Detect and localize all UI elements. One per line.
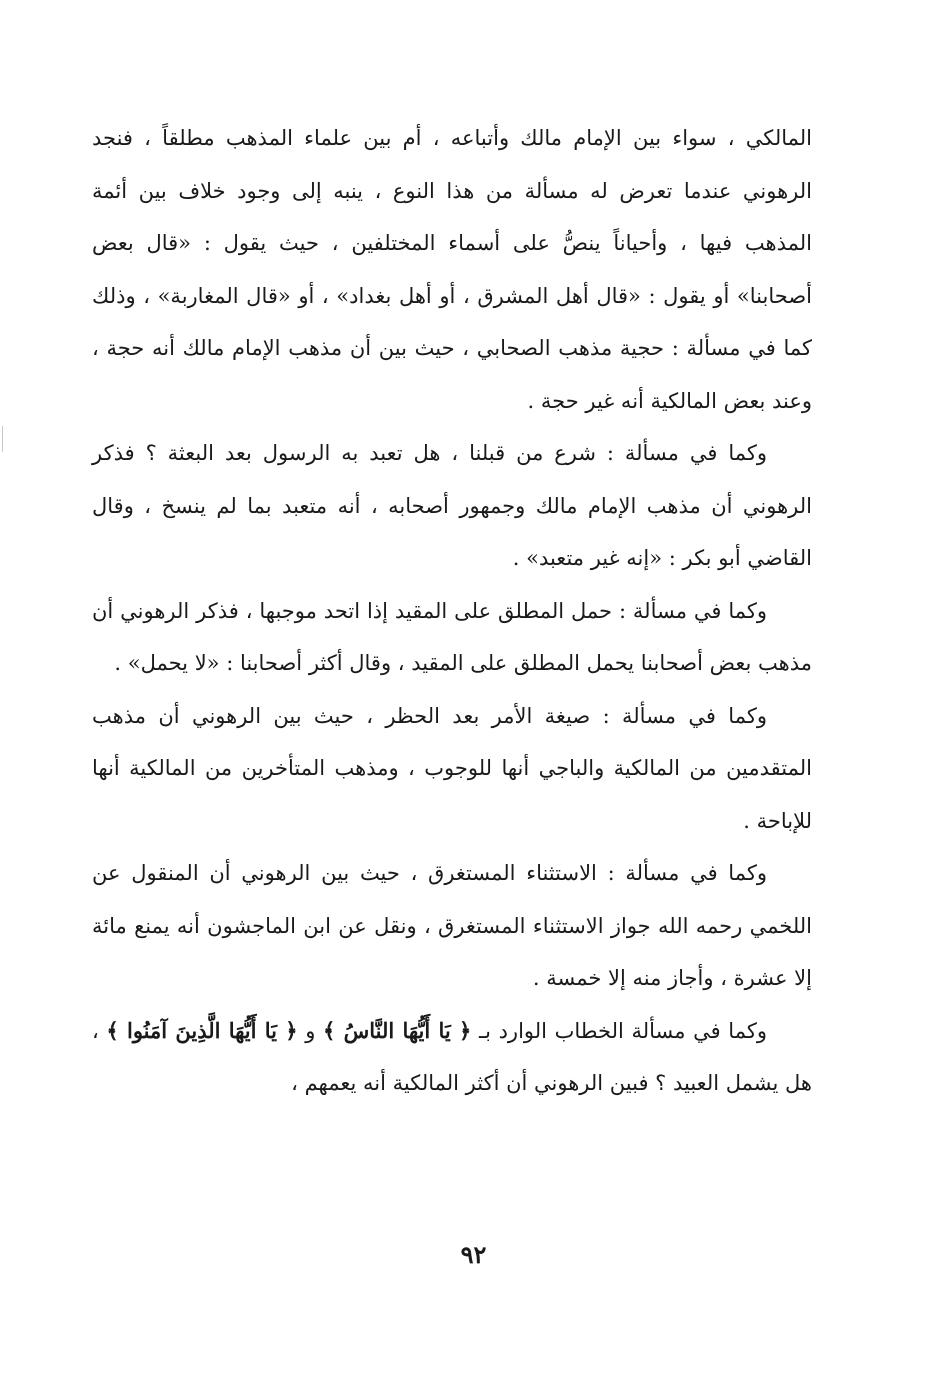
khitab-intro: وكما في مسألة الخطاب الوارد بـ [478,1018,767,1043]
paragraph-istithna-mustaghriq: وكما في مسألة : الاستثناء المستغرق ، حيث بين الرهوني أن المنقول عن اللخمي رحمه الله جواز الاستثناء المستغرق ، ونقل عن ابن الماجشون أنه يمنع مائة إلا عشرة ، وأجاز منه إلا خمسة . [92,861,812,990]
paragraph-khitab-warid [92,1005,812,1110]
khitab-rest: ، هل يشمل العبيد ؟ فبين الرهوني أن أكثر المالكية أنه يعمهم ، [92,1018,812,1095]
scan-margin-mark [2,426,3,452]
paragraph-shar-man-qablana: وكما في مسألة : شرع من قبلنا ، هل تعبد به الرسول بعد البعثة ؟ فذكر الرهوني أن مذهب الإمام مالك وجمهور أصحابه ، أنه متعبد بما لم ينسخ ، وقال القاضي أبو بكر : «إنه غير متعبد» . [92,441,812,570]
paragraph-continued: المالكي ، سواء بين الإمام مالك وأتباعه ، أم بين علماء المذهب مطلقاً ، فنجد الرهوني عندما تعرض له مسألة من هذا النوع ، ينبه إلى وجود خلاف بين أئمة المذهب فيها ، وأحياناً ينصُّ على أسماء المختلفين ، حيث يقول : «قال بعض أصحابنا» أو يقول : «قال أهل المشرق ، أو أهل بغداد» ، أو «قال المغاربة» ، وذلك كما في مسألة : حجية مذهب الصحابي ، حيث بين أن مذهب الإمام مالك أنه حجة ، وعند بعض المالكية أنه غير حجة . [92,126,812,413]
body-text [92,112,812,1110]
paragraph-amr-bad-hazr: وكما في مسألة : صيغة الأمر بعد الحظر ، حيث بين الرهوني أن مذهب المتقدمين من المالكية والباجي أنها للوجوب ، ومذهب المتأخرين من المالكية أنها للإباحة . [92,703,812,833]
quran-verse-ya-ayyuha-an-nas: ﴿ يَا أَيُّهَا النَّاسُ ﴾ [323,1017,472,1043]
khitab-conjunction: و [305,1018,316,1043]
quran-verse-ya-ayyuha-alladhina-amanu: ﴿ يَا أَيُّهَا الَّذِينَ آمَنُوا ﴾ [106,1017,298,1043]
page-number: ٩٢ [460,1240,487,1269]
paragraph-mutlaq-muqayyad: وكما في مسألة : حمل المطلق على المقيد إذا اتحد موجبها ، فذكر الرهوني أن مذهب بعض أصحابنا يحمل المطلق على المقيد ، وقال أكثر أصحابنا : «لا يحمل» . [92,598,812,675]
